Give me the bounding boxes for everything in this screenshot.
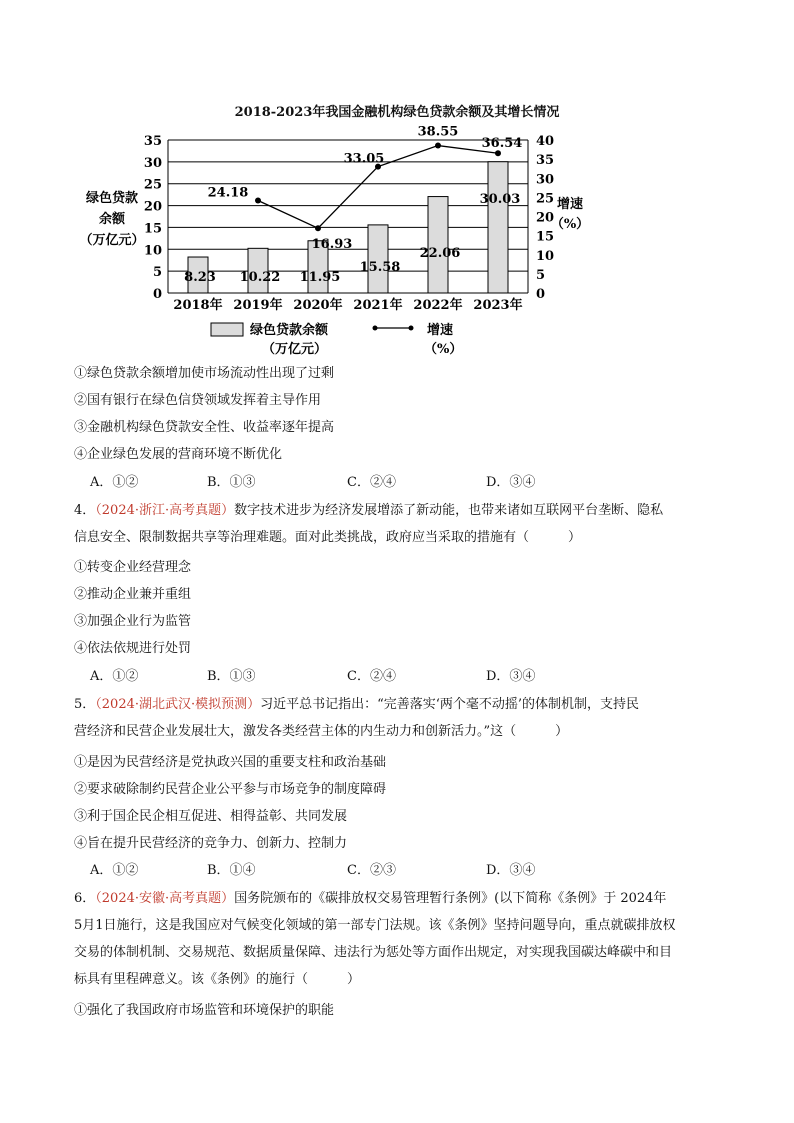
q3-statement-3: ③金融机构绿色贷款安全性、收益率逐年提高 [74,420,335,435]
q4-stem: 数字技术进步为经济发展增添了新动能，也带来诸如互联网平台垄断、隐私 [234,503,664,518]
y-right-tick-label: 30 [536,172,555,188]
q5-option-d[interactable]: D．③④ [486,863,536,878]
legend-bar-label: 绿色贷款余额 [250,323,329,338]
q3-option-c[interactable]: C．②④ [347,475,396,490]
x-tick-label: 2022年 [413,298,463,313]
line-value-label: 24.18 [207,185,249,201]
q5-stem-line-2: 营经济和民营企业发展壮大，激发各类经营主体的内生动力和创新活力。”这（ ） [74,724,569,739]
q4-statement-2: ②推动企业兼并重组 [74,587,192,602]
line-value-label: 16.93 [311,237,353,253]
legend-bar-unit: （万亿元） [262,342,328,357]
q5-stem-line-1 [74,696,639,714]
q5-number: 5． [74,697,96,712]
q6-stem-line-2: 5月1日施行，这是我国应对气候变化领域的第一部专门法规。该《条例》坚持问题导向，重点就碳排放权 [74,918,676,933]
y-right-tick-label: 0 [536,287,546,302]
q6-stem-line-1 [74,890,666,908]
q5-statement-3: ③利于国企民企相互促进、相得益彰、共同发展 [74,809,348,824]
q6-number: 6． [74,891,96,906]
x-tick-label: 2023年 [473,298,523,313]
x-tick-label: 2020年 [293,298,343,313]
q5-statement-4: ④旨在提升民营经济的竞争力、创新力、控制力 [74,836,348,851]
q5-option-c[interactable]: C．②③ [347,863,396,878]
y-left-tick-label: 15 [143,221,162,237]
y-left-axis-title: 绿色贷款 [85,191,139,206]
q4-option-b[interactable]: B．①③ [207,669,256,684]
q4-option-a[interactable]: A．①② [90,669,139,684]
y-right-tick-label: 20 [536,210,555,226]
q6-stem: 国务院颁布的《碳排放权交易管理暂行条例》(以下简称《条例》于 2024年 [234,891,667,906]
bar-value-label: 8.23 [184,270,216,285]
y-left-tick-label: 30 [143,155,162,171]
q4-number: 4． [74,503,96,518]
q5-stem: 习近平总书记指出：“完善落实‘两个毫不动摇’的体制机制，支持民 [260,697,640,712]
y-left-tick-label: 25 [143,177,162,193]
q3-option-b[interactable]: B．①③ [207,475,256,490]
q6-stem-line-3: 交易的体制机制、交易规范、数据质量保障、违法行为惩处等方面作出规定，对实现我国碳达峰碳中和目 [74,945,673,960]
q4-statement-4: ④依法依规进行处罚 [74,641,192,656]
y-right-tick-label: 40 [536,134,555,149]
line-point [315,225,321,231]
q4-stem-line-1 [74,502,663,520]
legend-line-unit: （%） [424,342,463,357]
y-right-tick-label: 35 [536,153,555,169]
bar-value-label: 15.58 [359,260,401,275]
y-right-axis-title: 增速 [556,197,584,212]
y-left-axis-title: 余额 [98,212,126,227]
x-tick-label: 2019年 [233,298,283,313]
q5-statement-2: ②要求破除制约民营企业公平参与市场竞争的制度障碍 [74,782,387,797]
y-left-tick-label: 0 [152,287,162,302]
legend-bar-swatch [211,323,243,336]
q3-statement-2: ②国有银行在绿色信贷领域发挥着主导作用 [74,393,322,408]
q4-option-c[interactable]: C．②④ [347,669,396,684]
legend-line-label: 增速 [427,323,454,338]
line-point [255,198,261,204]
legend-line-dot-right [409,326,414,331]
y-left-tick-label: 20 [143,199,162,215]
bar [488,162,508,293]
bar [428,197,448,293]
bar-value-label: 10.22 [239,270,281,285]
q5-statement-1: ①是因为民营经济是党执政兴国的重要支柱和政治基础 [74,755,387,770]
y-right-tick-label: 10 [536,248,555,264]
q6-source: （2024·安徽·高考真题） [95,891,235,906]
q4-source: （2024·浙江·高考真题） [95,503,235,518]
q4-statement-1: ①转变企业经营理念 [74,560,192,575]
y-left-tick-label: 35 [143,134,162,149]
line-value-label: 38.55 [417,124,459,140]
q5-option-b[interactable]: B．①④ [207,863,256,878]
x-tick-label: 2021年 [353,298,403,313]
bar-value-label: 30.03 [479,192,521,207]
q3-option-a[interactable]: A．①② [90,475,139,490]
y-left-tick-label: 10 [143,243,162,259]
bar-value-label: 11.95 [299,270,341,285]
bar [368,225,388,293]
q4-statement-3: ③加强企业行为监管 [74,614,192,629]
y-right-axis-title: （%） [550,217,590,232]
y-right-tick-label: 15 [536,229,555,245]
x-tick-label: 2018年 [173,298,223,313]
line-point [435,143,441,149]
q3-statement-4: ④企业绿色发展的营商环境不断优化 [74,447,283,462]
y-left-axis-title: （万亿元） [79,233,145,248]
line-value-label: 36.54 [481,136,523,152]
q3-statement-1: ①绿色贷款余额增加使市场流动性出现了过剩 [74,366,335,381]
bar-value-label: 22.06 [419,246,461,261]
green-loan-chart [0,120,794,380]
q4-stem-line-2: 信息安全、限制数据共享等治理难题。面对此类挑战，政府应当采取的措施有（ ） [74,530,582,545]
legend-line-dot-left [373,326,378,331]
q5-option-a[interactable]: A．①② [90,863,139,878]
q4-option-d[interactable]: D．③④ [486,669,536,684]
q5-source: （2024·湖北武汉·模拟预测） [95,697,261,712]
q6-stem-line-4: 标具有里程碑意义。该《条例》的施行（ ） [74,972,361,987]
y-right-tick-label: 5 [536,267,546,283]
q3-option-d[interactable]: D．③④ [486,475,536,490]
chart-title: 2018-2023年我国金融机构绿色贷款余额及其增长情况 [234,105,560,120]
y-left-tick-label: 5 [152,265,162,281]
q6-statement-1: ①强化了我国政府市场监管和环境保护的职能 [74,1003,335,1018]
y-right-tick-label: 25 [536,191,555,207]
line-value-label: 33.05 [343,151,385,167]
